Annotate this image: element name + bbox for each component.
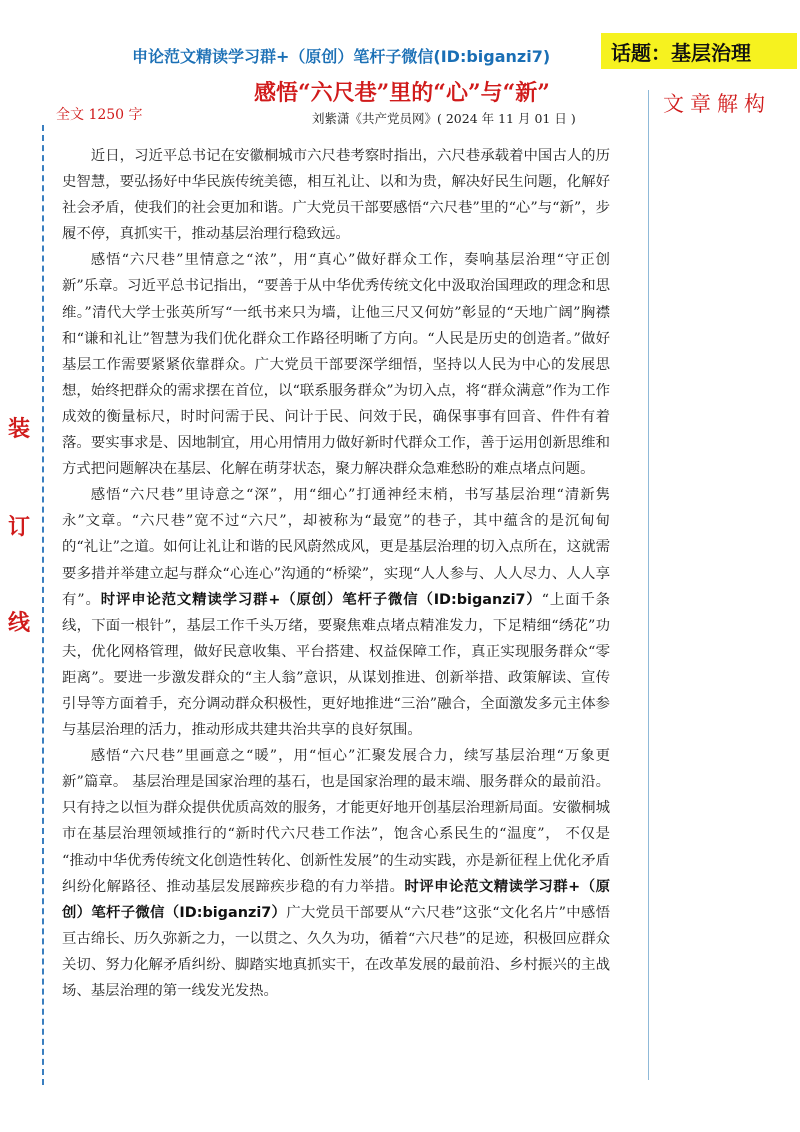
article-paragraph <box>62 743 610 1004</box>
article-paragraph <box>62 482 610 743</box>
paragraph-text: 感悟“六尺巷”里画意之“暖”，用“恒心”汇聚发展合力，续写基层治理“万象更新”篇章。 基层治理是国家治理的基石，也是国家治理的最末端、服务群众的最前沿。只有持之以恒为群众提供优质高效的服务，才能更好地开创基层治理新局面。安徽桐城市在基层治理领域推行的“新时代六尺巷工作法”，饱含心系民生的“温度”， 不仅是 “推动中华优秀传统文化创造性转化、创新性发展”的生动实践，亦是新征程上优化矛盾纠纷化解路径、推动基层发展蹄疾步稳的有力举措。 <box>62 748 610 895</box>
paragraph-text: 广大党员干部要从“六尺巷”这张“文化名片”中感悟亘古绵长、历久弥新之力，一以贯之、久久为功，循着“六尺巷”的足迹，积极回应群众关切、努力化解矛盾纠纷、脚踏实地真抓实干，在改革发展的最前沿、乡村振兴的主战场、基层治理的第一线发光发热。 <box>62 904 610 999</box>
binding-char-ding: 订 <box>8 515 31 540</box>
article-byline: 刘紫潇《共产党员网》( 2024 年 11 月 01 日 ) <box>312 111 576 126</box>
article-body <box>62 143 610 1004</box>
binding-char-zhuang: 装 <box>8 417 31 442</box>
article-paragraph <box>62 143 610 247</box>
binding-char-xian: 线 <box>8 611 31 636</box>
paragraph-text: 感悟“六尺巷”里诗意之“深”，用“细心”打通神经末梢，书写基层治理“清新隽永”文章。“六尺巷”宽不过“六尺”，却被称为“最宽”的巷子，其中蕴含的是沉甸甸的“礼让”之道。如何让礼让和谐的民风蔚然成风，更是基层治理的切入点所在，这就需要多措并举建立起与群众“心连心”沟通的“桥梁”，实现“人人参与、人人尽力、人人享有”。 <box>62 487 610 608</box>
paragraph-text: 感悟“六尺巷”里情意之“浓”，用“真心”做好群众工作，奏响基层治理“守正创新”乐章。习近平总书记指出，“要善于从中华优秀传统文化中汲取治国理政的理念和思维。”清代大学士张英所写“一纸书来只为墙，让他三尺又何妨”彰显的“天地广阔”胸襟和“谦和礼让”智慧为我们优化群众工作路径明晰了方向。“人民是历史的创造者。”做好基层工作需要紧紧依靠群众。广大党员干部要深学细悟，坚持以人民为中心的发展思想，始终把群众的需求摆在首位，以“联系服务群众”为切入点，将“群众满意”作为工作成效的衡量标尺，时时问需于民、问计于民、问效于民，确保事事有回音、件件有着落。要实事求是、因地制宜，用心用情用力做好新时代群众工作，善于运用创新思维和方式把问题解决在基层、化解在萌芽状态，聚力解决群众急难愁盼的难点堵点问题。 <box>62 252 610 478</box>
paragraph-text: 近日，习近平总书记在安徽桐城市六尺巷考察时指出，六尺巷承载着中国古人的历史智慧，要弘扬好中华民族传统美德，相互礼让、以和为贵，解决好民生问题，化解好社会矛盾，使我们的社会更加和谐。广大党员干部要感悟“六尺巷”里的“心”与“新”，步履不停，真抓实干，推动基层治理行稳致远。 <box>62 148 610 243</box>
promo-text: 时评申论范文精读学习群+（原创）笔杆子微信（ID:biganzi7） <box>100 591 542 608</box>
article-paragraph <box>62 247 610 482</box>
paragraph-text: “上面千条线，下面一根针”，基层工作千头万绪，要聚焦难点堵点精准发力，下足精细“绣花”功夫，优化网格管理，做好民意收集、平台搭建、权益保障工作，真正实现服务群众“零距离”。要进一步激发群众的“主人翁”意识，从谋划推进、创新举措、政策解读、宣传引导等方面着手，充分调动群众积极性，更好地推进“三治”融合，全面激发多元主体参与基层治理的活力，推动形成共建共治共享的良好氛围。 <box>62 591 610 739</box>
article-title: 感悟“六尺巷”里的“心”与“新” <box>254 80 550 106</box>
topic-badge: 话题：基层治理 <box>601 33 797 69</box>
right-margin-line <box>648 90 649 1080</box>
binding-dashed-line <box>42 125 44 1085</box>
promo-text: 时评申论范文精读学习群+（原创）笔杆子微信（ID:biganzi7） <box>62 878 610 921</box>
header-title: 申论范文精读学习群+（原创）笔杆子微信(ID:biganzi7) <box>132 47 551 66</box>
article-analysis-label: 文章解构 <box>663 92 771 116</box>
word-count-label: 全文 1250 字 <box>56 107 143 123</box>
